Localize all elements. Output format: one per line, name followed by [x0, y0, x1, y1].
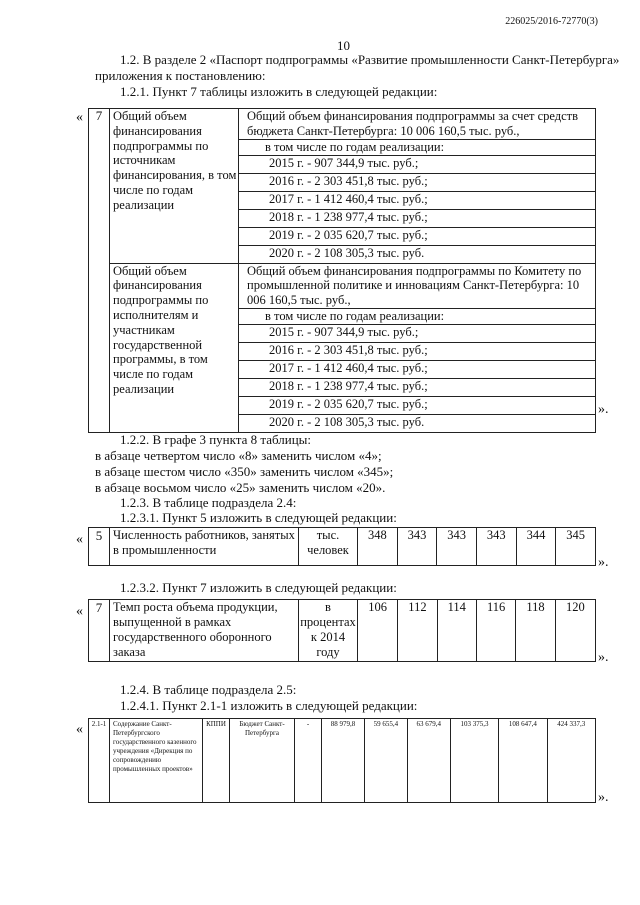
sec1232-line: 1.2.3.2. Пункт 7 изложить в следующей редакции: [120, 580, 397, 595]
quote-close-t1: ». [598, 402, 609, 417]
table1-row2-label: Общий объем финансирования подпрограммы по исполнителям и участникам государственной программы, в том числе по годам реализации [110, 263, 239, 432]
quote-close-t3: ». [598, 650, 609, 665]
table4-value: 108 647,4 [499, 719, 547, 803]
quote-open-t1: « [76, 110, 83, 125]
table2-value: 343 [397, 528, 437, 566]
table4-source: Бюджет Санкт-Петербурга [230, 719, 295, 803]
quote-close-t2: ». [598, 555, 609, 570]
table1-row1-year: 2016 г. - 2 303 451,8 тыс. руб.; [239, 173, 596, 191]
table3-indicator: Темп роста объема продукции, выпущенной в рамках государственного оборонного заказа [110, 600, 299, 662]
table2-value: 348 [358, 528, 398, 566]
table2-value: 343 [437, 528, 477, 566]
table4-activity: Содержание Санкт-Петербургского государственного казенного учреждения «Дирекция по сопровождению промышленных проектов» [110, 719, 203, 803]
workers-table [88, 527, 596, 566]
intro-line-1: 1.2. В разделе 2 «Паспорт подпрограммы «Развитие промышленности Санкт-Петербурга» [120, 52, 620, 67]
table1-row-number: 7 [89, 109, 110, 433]
expenses-table [88, 718, 596, 803]
quote-open-t3: « [76, 604, 83, 619]
table1-row1-year: 2018 г. - 1 238 977,4 тыс. руб.; [239, 209, 596, 227]
table1-row2-year: 2019 г. - 2 035 620,7 тыс. руб.; [239, 396, 596, 414]
table1-row1-year: 2020 г. - 2 108 305,3 тыс. руб. [239, 245, 596, 263]
table4-dash: - [295, 719, 322, 803]
table1-row2-sub: в том числе по годам реализации: [239, 308, 596, 324]
sec122-line-6: 1.2.3.1. Пункт 5 изложить в следующей редакции: [120, 510, 397, 525]
sec122-line-5: 1.2.3. В таблице подраздела 2.4: [120, 495, 297, 510]
table3-value: 116 [476, 600, 515, 662]
table1-row2-year: 2017 г. - 1 412 460,4 тыс. руб.; [239, 360, 596, 378]
sec122-line-2: в абзаце четвертом число «8» заменить числом «4»; [95, 448, 382, 463]
document-number: 226025/2016-72770(3) [505, 16, 598, 27]
table1-row1-label: Общий объем финансирования подпрограммы по источникам финансирования, в том числе по годам реализации [110, 109, 239, 264]
table2-value: 345 [556, 528, 596, 566]
table3-value: 112 [398, 600, 437, 662]
table3-value: 114 [437, 600, 476, 662]
intro-line-3: 1.2.1. Пункт 7 таблицы изложить в следующей редакции: [120, 84, 438, 99]
quote-open-t4: « [76, 722, 83, 737]
table1-row1-year: 2019 г. - 2 035 620,7 тыс. руб.; [239, 227, 596, 245]
table1-row1-header: Общий объем финансирования подпрограммы за счет средств бюджета Санкт-Петербурга: 10 006 160,5 тыс. руб., [239, 109, 596, 140]
table3-unit: в процентах к 2014 году [299, 600, 358, 662]
table4-value: 88 979,8 [322, 719, 365, 803]
table2-indicator: Численность работников, занятых в промышленности [110, 528, 299, 566]
table1-row1-sub: в том числе по годам реализации: [239, 139, 596, 155]
table4-value: 103 375,3 [450, 719, 498, 803]
financing-table [88, 108, 596, 433]
table4-row-number: 2.1-1 [89, 719, 110, 803]
table3-value: 120 [555, 600, 595, 662]
table1-row2-year: 2020 г. - 2 108 305,3 тыс. руб. [239, 414, 596, 432]
quote-open-t2: « [76, 532, 83, 547]
table1-row2-year: 2018 г. - 1 238 977,4 тыс. руб.; [239, 378, 596, 396]
table4-executor: КППИ [203, 719, 230, 803]
sec122-line-3: в абзаце шестом число «350» заменить числом «345»; [95, 464, 394, 479]
sec124-line-2: 1.2.4.1. Пункт 2.1-1 изложить в следующей редакции: [120, 698, 418, 713]
table2-value: 344 [516, 528, 556, 566]
table1-row1-year: 2015 г. - 907 344,9 тыс. руб.; [239, 155, 596, 173]
sec124-line-1: 1.2.4. В таблице подраздела 2.5: [120, 682, 297, 697]
growth-table [88, 599, 596, 662]
table3-value: 118 [516, 600, 555, 662]
table4-value: 59 655,4 [364, 719, 407, 803]
table2-value: 343 [476, 528, 516, 566]
sec122-line-4: в абзаце восьмом число «25» заменить числом «20». [95, 480, 386, 495]
quote-close-t4: ». [598, 790, 609, 805]
table1-row1-year: 2017 г. - 1 412 460,4 тыс. руб.; [239, 191, 596, 209]
table2-unit: тыс. человек [299, 528, 358, 566]
table3-row-number: 7 [89, 600, 110, 662]
table3-value: 106 [358, 600, 398, 662]
table2-row-number: 5 [89, 528, 110, 566]
table4-value: 63 679,4 [407, 719, 450, 803]
table4-value: 424 337,3 [547, 719, 595, 803]
table1-row2-header: Общий объем финансирования подпрограммы по Комитету по промышленной политике и инновациям Санкт-Петербурга: 10 006 160,5 тыс. руб., [239, 263, 596, 308]
page-number: 10 [337, 38, 350, 53]
table1-row2-year: 2015 г. - 907 344,9 тыс. руб.; [239, 324, 596, 342]
sec122-line-1: 1.2.2. В графе 3 пункта 8 таблицы: [120, 432, 312, 447]
table1-row2-year: 2016 г. - 2 303 451,8 тыс. руб.; [239, 342, 596, 360]
intro-line-2: приложения к постановлению: [95, 68, 266, 83]
